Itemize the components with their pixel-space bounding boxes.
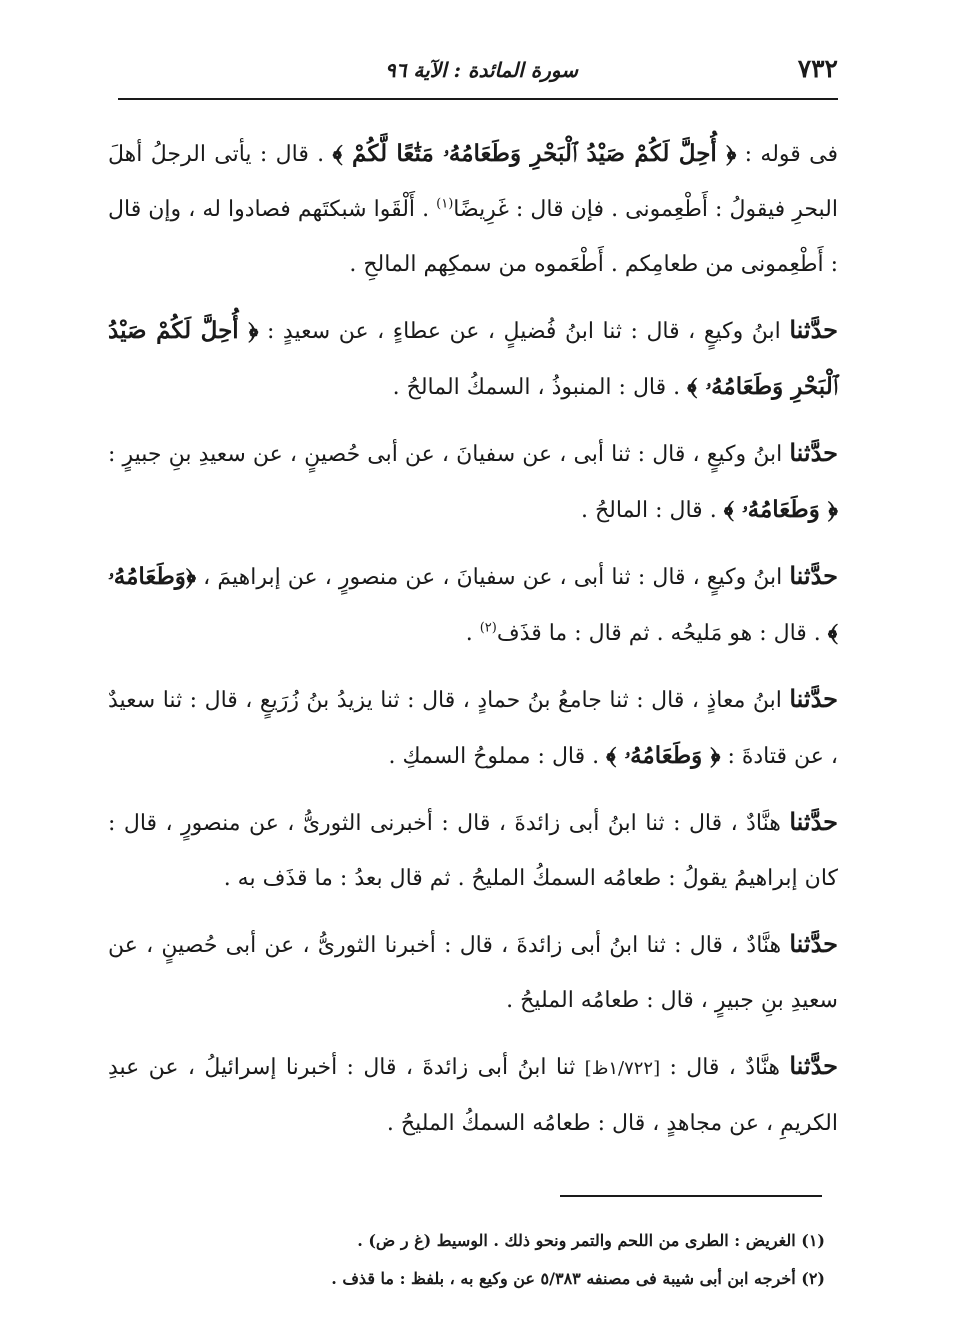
paragraph <box>108 302 838 415</box>
paragraph <box>108 548 838 661</box>
quran-quote: ﴿ وَطَعَامُهُۥ ﴾ <box>606 742 721 769</box>
paragraph <box>108 126 838 292</box>
text-segment: ثنا ابنُ أبى زائدةَ ، قال : أخبرنا إسرائيلُ ، عن عبدِ الكريمِ ، عن مجاهدٍ ، قال : طعامُه السمكُ المليحُ . <box>108 1055 838 1136</box>
text-segment: . أَلْقَوا شبكتَهم فصادوا له ، وإن قال : أَطْعِمونى من طعامِكم . أَطْعَموه من سمكِهم المالحِ . <box>108 197 838 277</box>
footnote: (٢) أخرجه ابن أبى شيبة فى مصنفه ٥/٣٨٣ عن وكيع به ، بلفظ : ما قذف . <box>331 1269 825 1288</box>
footnote-rule <box>560 1195 822 1197</box>
hadith-lead-word: حدَّثنا <box>789 1051 838 1080</box>
paragraph <box>108 425 838 538</box>
header-rule <box>118 98 838 100</box>
text-segment: . قال : المنبوذُ ، السمكُ المالحُ . <box>392 375 688 400</box>
text-segment: . قال : هو مَليحُه . ثم قال : ما قذَف <box>496 621 828 646</box>
hadith-lead-word: حدَّثنا <box>789 315 838 344</box>
text-segment: فى قوله : <box>736 142 838 167</box>
text-segment: ابنُ وكيعٍ ، قال : ثنا ابنُ فُضيلٍ ، عن عطاءٍ ، عن سعيدٍ : <box>258 319 790 344</box>
footnote-marker: (٢) <box>479 620 497 636</box>
manuscript-reference: [١/٧٢٢ظ] <box>584 1058 661 1079</box>
text-segment: . قال : يأتى الرجلُ أهلَ البحرِ فيقولُ : أَطْعِمونى . فإن قال : غَرِيضًا <box>108 142 838 222</box>
page-header <box>118 50 838 90</box>
paragraph <box>108 671 838 784</box>
text-segment: . قال : المالحُ . <box>580 498 724 523</box>
body-text <box>108 126 838 1161</box>
running-title: سورة المائدة : الآية ٩٦ <box>384 58 578 82</box>
text-segment: ابنُ وكيعٍ ، قال : ثنا أبى ، عن سفيانَ ، عن أبى حُصينٍ ، عن سعيدِ بنِ جبيرٍ : <box>108 442 790 467</box>
text-segment: ابنُ معاذٍ ، قال : ثنا جامعُ بنُ حمادٍ ، قال : ثنا يزيدُ بنُ زُرَيعٍ ، قال : ثنا سعيدٌ ، عن قتادةَ : <box>108 688 838 769</box>
text-segment: هنَّادٌ ، قال : ثنا ابنُ أبى زائدةَ ، قال : أخبرنى الثورىُّ ، عن منصورٍ ، قال : كان إبراهيمُ يقولُ : طعامُه السمكُ المليحُ . ثم قال بعدُ : ما قذَف به . <box>108 811 838 891</box>
quran-quote: ﴿وَطَعَامُهُۥ ﴾ <box>108 563 838 646</box>
paragraph <box>108 916 838 1028</box>
hadith-lead-word: حدَّثنا <box>789 929 838 958</box>
paragraph <box>108 1038 838 1151</box>
text-segment: هنَّادٌ ، قال : <box>660 1055 790 1080</box>
hadith-lead-word: حدَّثنا <box>789 807 838 836</box>
text-segment: هنَّادٌ ، قال : ثنا ابنُ أبى زائدةَ ، قال : أخبرنا الثورىُّ ، عن أبى حُصينٍ ، عن سعيدِ بنِ جبيرٍ ، قال : طعامُه المليحُ . <box>108 933 838 1013</box>
quran-quote: ﴿ وَطَعَامُهُۥ ﴾ <box>723 496 838 523</box>
page-number: ٧٣٢ <box>797 54 838 83</box>
hadith-lead-word: حدَّثنا <box>789 561 838 590</box>
quran-quote: ﴿ أُحِلَّ لَكُمْ صَيْدُ ٱلْبَحْرِ وَطَعَامُهُۥ ﴾ <box>108 317 838 400</box>
quran-quote: ﴿ أُحِلَّ لَكُمْ صَيْدُ ٱلْبَحْرِ وَطَعَامُهُۥ مَتَٰعًا لَّكُمْ ﴾ <box>332 140 737 167</box>
text-segment: ابنُ وكيعٍ ، قال : ثنا أبى ، عن سفيانَ ، عن منصورٍ ، عن إبراهيمَ ، <box>196 565 790 590</box>
text-segment: . قال : مملوحُ السمكِ . <box>388 744 607 769</box>
text-segment: . <box>465 621 480 646</box>
footnotes <box>200 1222 825 1298</box>
hadith-lead-word: حدَّثنا <box>789 438 838 467</box>
footnote-marker: (١) <box>436 196 454 212</box>
paragraph <box>108 794 838 906</box>
hadith-lead-word: حدَّثنا <box>789 684 838 713</box>
footnote: (١) الغريض : الطرى من اللحم والتمر ونحو ذلك . الوسيط (غ ر ض) . <box>357 1231 825 1250</box>
